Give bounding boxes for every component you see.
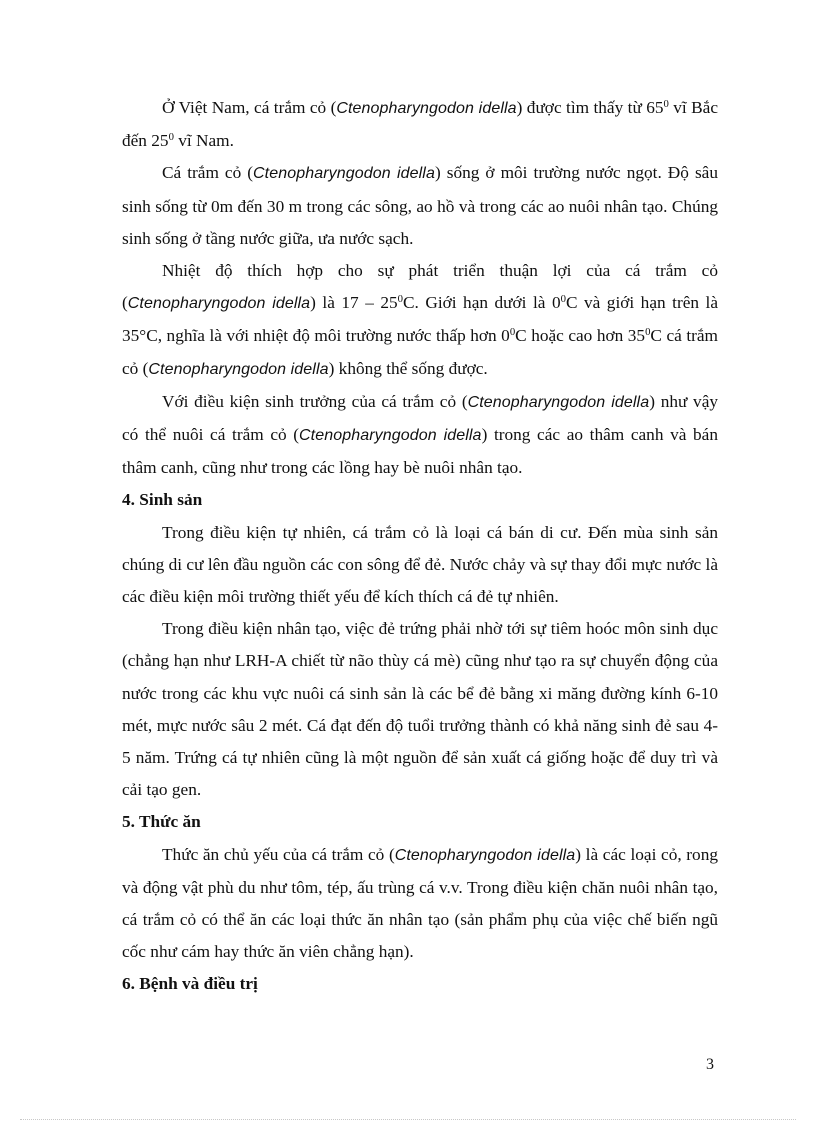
species-name: Ctenopharyngodon idella [299,427,482,445]
text-run: C cá trắm cỏ ( [122,326,718,378]
paragraph-natural-spawning: Trong điều kiện tự nhiên, cá trắm cỏ là loại cá bán di cư. Đến mùa sinh sản chúng di cư lên đầu nguồn các con sông để đẻ. Nước chảy và sự thay đổi mực nước là các điều kiện môi trường thiết yếu để kích thích cá đẻ tự nhiên. [122,522,718,607]
page-number: 3 [706,1056,714,1073]
paragraph-artificial-spawning: Trong điều kiện nhân tạo, việc đẻ trứng phải nhờ tới sự tiêm hoóc môn sinh dục (chẳng hạn như LRH-A chiết từ não thùy cá mè) cũng như tạo ra sự chuyển động của nước trong các khu vực nuôi cá sinh sản là các bể đẻ bằng xi măng đường kính 6-10 mét, mực nước sâu 2 mét. Cá đạt đến độ tuổi trưởng thành có khả năng sinh đẻ sau 4-5 năm. Trứng cá tự nhiên cũng là một nguồn để sản xuất cá giống hoặc để duy trì và cải tạo gen. [122,619,718,800]
paragraph-habitat [122,157,718,255]
text-run: ) trong các ao thâm canh và bán thâm canh, cũng như trong các lồng hay bè nuôi nhân tạo. [122,425,718,478]
text-run: Với điều kiện sinh trưởng của cá trắm cỏ ( [162,391,468,411]
text-run: ) như vậy có thể nuôi cá trắm cỏ ( [122,391,719,445]
text-run: Nhiệt độ thích hợp cho sự phát triển thuận lợi của cá trắm cỏ ( [122,261,718,313]
paragraph-food [122,839,718,969]
text-run: ) được tìm thấy từ 65 [516,98,664,117]
text-run: Cá trắm cỏ ( [162,163,254,183]
superscript: 0 [663,98,669,111]
superscript: 0 [168,131,174,144]
text-run: ) sống ở môi trường nước ngọt. Độ sâu sinh sống từ 0m đến 30 m trong các sông, ao hồ và trong các ao nuôi nhân tạo. Chúng sinh sống ở tầng nước giữa, ưa nước sạch. [122,163,718,248]
superscript: 0 [397,293,403,306]
text-run: Thức ăn chủ yếu của cá trắm cỏ ( [162,844,395,864]
superscript: 0 [509,326,516,339]
text-run: C. Giới hạn dưới là 0 [402,293,561,313]
section-heading-disease: 6. Bệnh và điều trị [122,974,258,994]
text-run: C hoặc cao hơn 35 [515,326,646,346]
page-body [122,92,718,1001]
species-name: Ctenopharyngodon idella [336,100,517,117]
text-run: vĩ Bắc đến 25 [122,98,719,151]
paragraph-distribution [122,92,718,157]
section-heading-food: 5. Thức ăn [122,812,201,832]
text-run: vĩ Nam. [173,131,234,151]
paragraph-farming [122,386,718,485]
text-run: C và giới hạn trên là 35°C, nghĩa là với nhiệt độ môi trường nước thấp hơn 0 [122,293,718,346]
text-run: ) là các loại cỏ, rong và động vật phù du như tôm, tép, ấu trùng cá v.v. Trong điều kiện chăn nuôi nhân tạo, cá trắm cỏ có thể ăn các loại thức ăn nhân tạo (sản phẩm phụ của việc chế biến ngũ cốc như cám hay thức ăn viên chẳng hạn). [122,844,718,962]
text-run: ) không thể sống được. [328,358,488,378]
footer-divider [20,1119,796,1120]
superscript: 0 [645,326,651,339]
species-name: Ctenopharyngodon idella [148,360,329,378]
species-name: Ctenopharyngodon idella [253,165,435,183]
section-heading-reproduction: 4. Sinh sản [122,490,203,510]
species-name: Ctenopharyngodon idella [127,295,311,313]
paragraph-temperature [122,255,718,386]
species-name: Ctenopharyngodon idella [467,393,650,411]
text-run: ) là 17 – 25 [310,293,398,313]
superscript: 0 [560,293,566,306]
text-run: Ở Việt Nam, cá trắm cỏ ( [162,98,337,117]
species-name: Ctenopharyngodon idella [394,846,576,864]
